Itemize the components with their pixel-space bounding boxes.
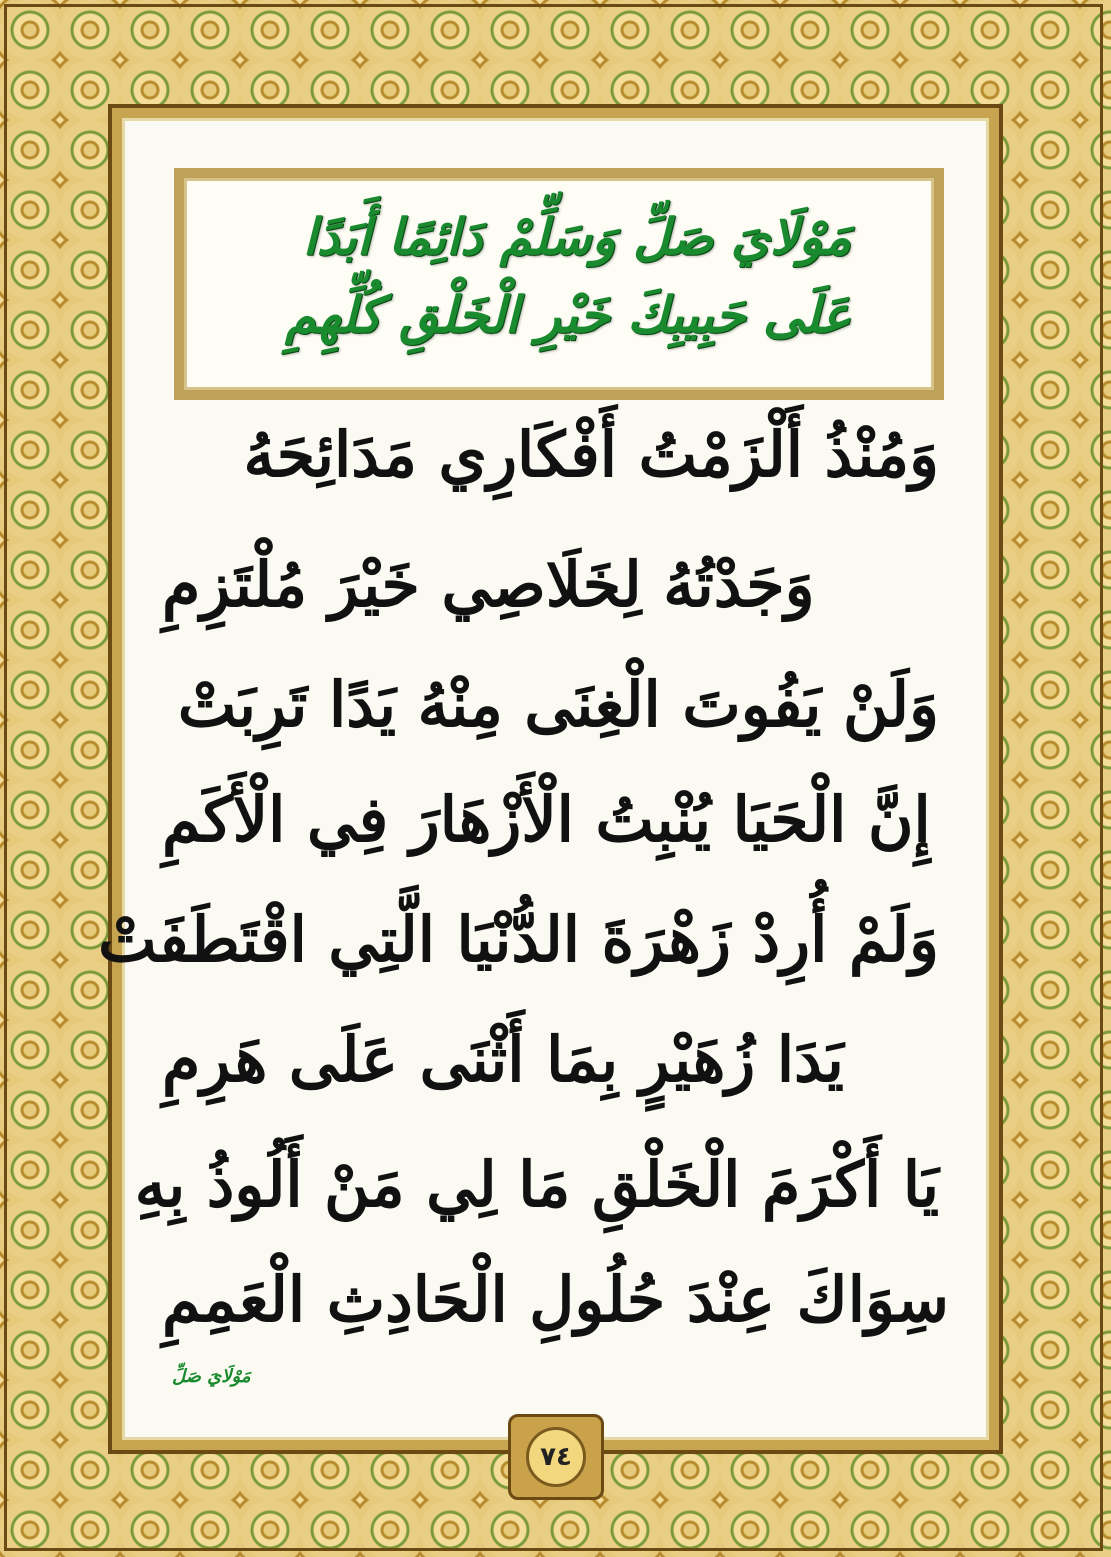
verse-line: وَلَمْ أُرِدْ زَهْرَةَ الدُّنْيَا الَّتِي اقْتَطَفَتْ (98, 903, 939, 976)
page-number-badge (508, 1414, 604, 1500)
page-content (98, 118, 989, 1440)
verse-line: إِنَّ الْحَيَا يُنْبِتُ الْأَزْهَارَ فِي الْأَكَمِ (162, 783, 931, 856)
verse-line: وَجَدْتُهُ لِخَلَاصِي خَيْرَ مُلْتَزِمِ (162, 548, 815, 621)
verse-line: وَمُنْذُ أَلْزَمْتُ أَفْكَارِي مَدَائِحَهُ (243, 418, 939, 491)
title-box-inner (184, 178, 934, 390)
title-box (174, 168, 944, 400)
title-line-2: عَلَى حَبِيبِكَ خَيْرِ الْخَلْقِ كُلِّهِمِ (285, 285, 851, 344)
verse-line: يَا أَكْرَمَ الْخَلْقِ مَا لِي مَنْ أَلُوذُ بِهِ (134, 1148, 939, 1221)
verse-line: سِوَاكَ عِنْدَ حُلُولِ الْحَادِثِ الْعَمِمِ (162, 1263, 949, 1336)
verse-line: يَدَا زُهَيْرٍ بِمَا أَثْنَى عَلَى هَرِمِ (162, 1023, 844, 1096)
title-line-1: مَوْلَايَ صَلِّ وَسَلِّمْ دَائِمًا أَبَدًا (302, 207, 851, 266)
footer-mark: مَوْلَايَ صَلِّ (172, 1366, 251, 1387)
page-number: ٧٤ (526, 1427, 586, 1487)
verse-line: وَلَنْ يَفُوتَ الْغِنَى مِنْهُ يَدًا تَرِبَتْ (177, 668, 939, 741)
